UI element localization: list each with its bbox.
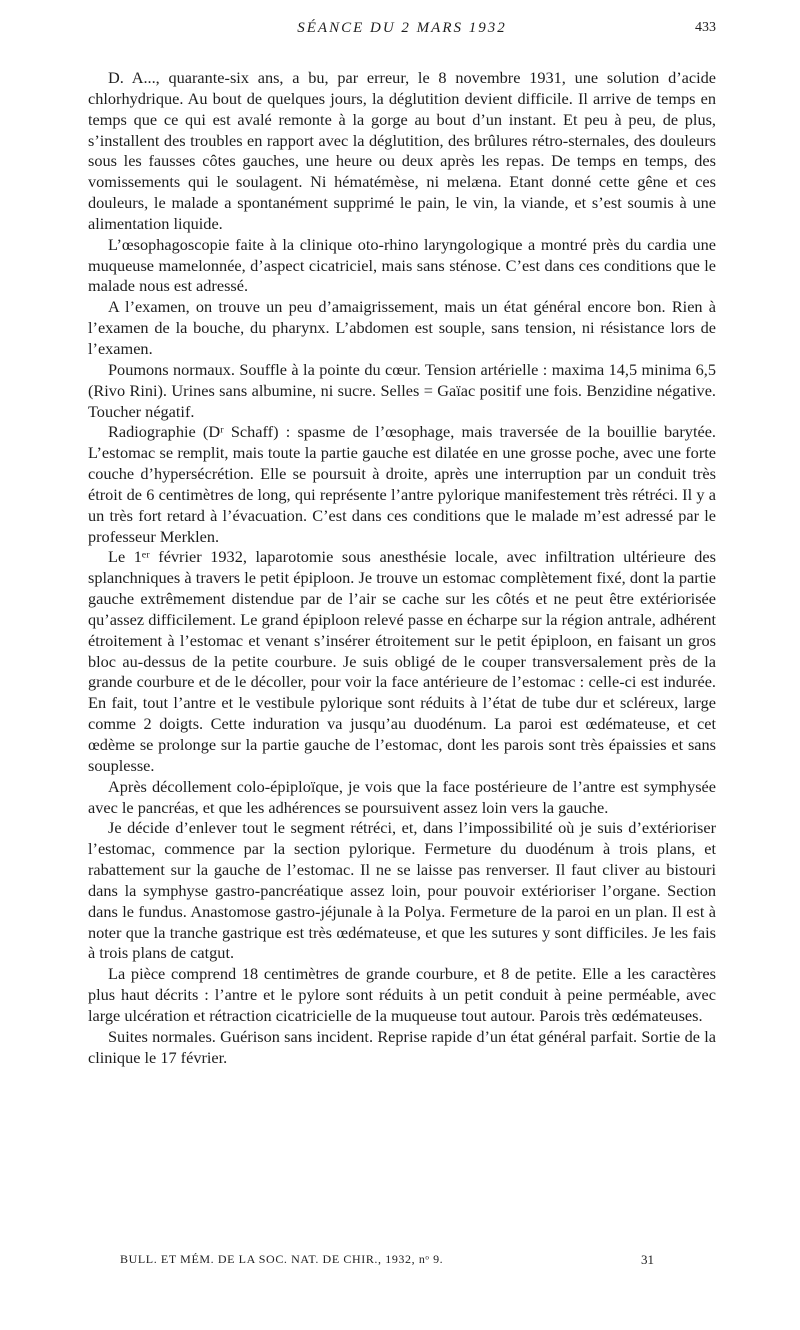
paragraph-specimen: La pièce comprend 18 centimètres de grande courbure, et 8 de petite. Elle a les caractères plus haut décrits : l’antre et le pylore sont réduits à un petit conduit à peine perméable, avec large ulcération et rétraction cicatricielle de la muqueuse tout autour. Parois très œdémateuses. [88,964,716,1025]
paragraph-outcome: Suites normales. Guérison sans incident. Reprise rapide d’un état général parfait. Sortie de la clinique le 17 février. [88,1026,716,1067]
article-body [88,68,716,1069]
page-header [88,20,716,44]
paragraph-case-history: D. A..., quarante-six ans, a bu, par erreur, le 8 novembre 1931, une solution d’acide chlorhydrique. Au bout de quelques jours, la déglutition devient difficile. Il arrive de temps en temps que ce qui est avalé remonte à la gorge au bout d’un instant. Et peu à peu, de plus, s’installent des troubles en rapport avec la déglutition, des brûlures rétro-sternales, des douleurs sous les fausses côtes gauches, une heure ou deux après les repas. De temps en temps, des vomissements qui le soulagent. Ni hématémèse, ni melæna. Etant donné cette gêne et ces douleurs, le malade a spontanément supprimé le pain, le vin, la viande, et s’est soumis à une alimentation liquide. [88,68,716,233]
journal-citation: BULL. ET MÉM. DE LA SOC. NAT. DE CHIR., 1932, nᵒ 9. [120,1252,444,1266]
paragraph-oesophagoscopy: L’œsophagoscopie faite à la clinique oto-rhino laryngologique a montré près du cardia une muqueuse mamelonnée, d’aspect cicatriciel, mais sans sténose. C’est dans ces conditions que le malade nous est adressé. [88,234,716,296]
paragraph-laparotomy: Le 1ᵉʳ février 1932, laparotomie sous anesthésie locale, avec infiltration ultérieure des splanchniques à travers le petit épiploon. Je trouve un estomac complètement fixé, dont la partie gauche extrêmement distendue par de l’air se cache sur les côtés et ne peut être extériorisée qu’assez difficilement. Le grand épiploon relevé passe en écharpe sur la région antrale, adhérent étroitement à l’estomac et venant s’insérer étroitement sur le petit épiploon, en faisant un gros bloc au-dessus de la petite courbure. Je suis obligé de le couper transversalement près de la grande courbure et de le décoller, pour voir la face antérieure de l’estomac : celle-ci est indurée. En fait, tout l’antre et le vestibule pylorique sont réduits à l’état de tube dur et scléreux, large comme 2 doigts. Cette induration va jusqu’au duodénum. La paroi est œdémateuse, et cet œdème se prolonge sur la partie gauche de l’estomac, dont les parois sont très épaissies et sans souplesse. [88,547,716,775]
running-title: SÉANCE DU 2 MARS 1932 [297,20,507,36]
signature-number: 31 [641,1252,654,1267]
paragraph-radiography: Radiographie (Dʳ Schaff) : spasme de l’œsophage, mais traversée de la bouillie barytée. L’estomac se remplit, mais toute la partie gauche est dilatée en une grosse poche, avec une forte couche d’hypersécrétion. Elle se poursuit à droite, après une interruption par un conduit très étroit de 6 centimètres de long, qui représente l’antre pylorique manifestement très rétréci. Il y a un très fort retard à l’évacuation. C’est dans ces conditions que le malade m’est adressé par le professeur Merklen. [88,422,716,546]
paragraph-resection: Je décide d’enlever tout le segment rétréci, et, dans l’impossibilité où je suis d’extérioriser l’estomac, commence par la section pylorique. Fermeture du duodénum à trois plans, et rabattement sur la gauche de l’estomac. Il ne se laisse pas renverser. Il faut cliver au bistouri dans la symphyse gastro-pancréatique assez loin, pour pouvoir extérioriser l’organe. Section dans le fundus. Anastomose gastro-jéjunale à la Polya. Fermeture de la paroi en un plan. Il est à noter que la tranche gastrique est très œdémateuse, et que les sutures y sont difficiles. Je les fais à trois plans de catgut. [88,818,716,963]
paragraph-clinical-findings: Poumons normaux. Souffle à la pointe du cœur. Tension artérielle : maxima 14,5 minima 6,5 (Rivo Rini). Urines sans albumine, ni sucre. Selles = Gaïac positif une fois. Benzidine négative. Toucher négatif. [88,359,716,421]
paragraph-decollement: Après décollement colo-épiploïque, je vois que la face postérieure de l’antre est symphysée avec le pancréas, et que les adhérences se poursuivent assez loin vers la gauche. [88,776,716,817]
paragraph-examination: A l’examen, on trouve un peu d’amaigrissement, mais un état général encore bon. Rien à l’examen de la bouche, du pharynx. L’abdomen est souple, sans tension, ni résistance lors de l’examen. [88,297,716,358]
page-number: 433 [695,20,716,35]
